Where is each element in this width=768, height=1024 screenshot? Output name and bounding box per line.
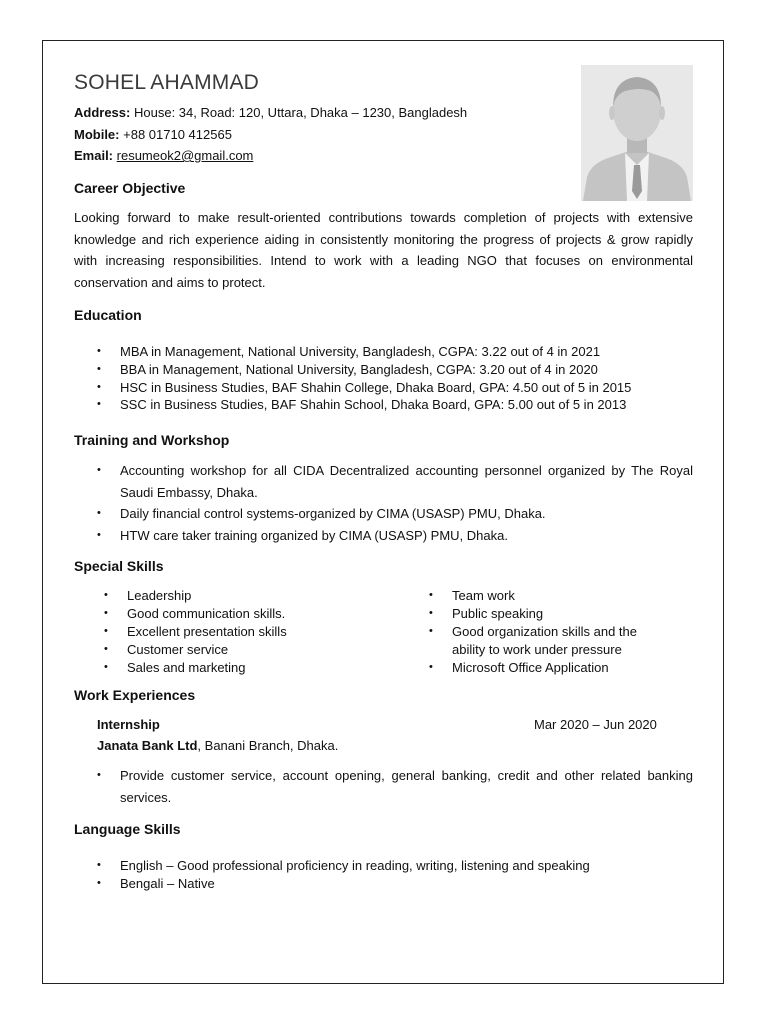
- language-skills-heading: Language Skills: [74, 821, 181, 837]
- mobile-label: Mobile:: [74, 127, 120, 142]
- skill-item: • Customer service: [74, 641, 394, 659]
- training-heading: Training and Workshop: [74, 432, 230, 448]
- skill-item: • Good organization skills and the ability to work under pressure: [427, 623, 667, 659]
- skill-item: • Microsoft Office Application: [427, 659, 667, 677]
- skill-item: • Sales and marketing: [74, 659, 394, 677]
- address-value: House: 34, Road: 120, Uttara, Dhaka – 1230, Bangladesh: [133, 105, 468, 120]
- email-label: Email:: [74, 148, 114, 163]
- work-duties-list: [74, 765, 693, 808]
- skill-item: • Public speaking: [427, 605, 667, 623]
- skill-item: • Leadership: [74, 587, 394, 605]
- skills-list-right: [427, 587, 667, 677]
- training-list: [74, 460, 693, 546]
- resume-page: [42, 40, 724, 984]
- mobile-value: +88 01710 412565: [123, 127, 232, 142]
- work-dates: Mar 2020 – Jun 2020: [534, 717, 657, 732]
- mobile-line: [74, 127, 232, 143]
- language-item: • Bengali – Native: [74, 875, 693, 893]
- skill-item: • Team work: [427, 587, 667, 605]
- special-skills-heading: Special Skills: [74, 558, 164, 574]
- work-duty-item: • Provide customer service, account opening, general banking, credit and other related banking services.: [74, 765, 693, 808]
- work-branch: , Banani Branch, Dhaka.: [197, 738, 339, 753]
- education-item: • MBA in Management, National University, Bangladesh, CGPA: 3.22 out of 4 in 2021: [74, 343, 693, 361]
- work-role: Internship: [97, 717, 160, 732]
- address-line: [74, 105, 467, 121]
- training-item: • Daily financial control systems-organized by CIMA (USASP) PMU, Dhaka.: [74, 503, 693, 525]
- skill-item: • Good communication skills.: [74, 605, 394, 623]
- career-objective-heading: Career Objective: [74, 180, 186, 196]
- training-item: • Accounting workshop for all CIDA Decentralized accounting personnel organized by The Royal Saudi Embassy, Dhaka.: [74, 460, 693, 503]
- language-list: [74, 857, 693, 893]
- email-link[interactable]: resumeok2@gmail.com: [116, 148, 254, 163]
- email-line: [74, 148, 253, 164]
- work-company: Janata Bank Ltd: [97, 738, 198, 753]
- person-silhouette-icon: [581, 65, 693, 201]
- education-list: [74, 343, 693, 414]
- education-item: • SSC in Business Studies, BAF Shahin School, Dhaka Board, GPA: 5.00 out of 5 in 2013: [74, 396, 693, 414]
- language-item: • English – Good professional proficiency in reading, writing, listening and speaking: [74, 857, 693, 875]
- address-label: Address:: [74, 105, 131, 120]
- skill-item: • Excellent presentation skills: [74, 623, 394, 641]
- candidate-name: SOHEL AHAMMAD: [74, 71, 260, 94]
- profile-photo-placeholder: [581, 65, 693, 201]
- skills-list-left: [74, 587, 394, 677]
- work-company-line: [97, 738, 338, 754]
- education-item: • HSC in Business Studies, BAF Shahin College, Dhaka Board, GPA: 4.50 out of 5 in 2015: [74, 379, 693, 397]
- education-item: • BBA in Management, National University, Bangladesh, CGPA: 3.20 out of 4 in 2020: [74, 361, 693, 379]
- career-objective-text: Looking forward to make result-oriented contributions towards completion of projects with extensive knowledge and rich experience aiding in consistently monitoring the progress of projects & grow rapidly with increasing responsibilities. Intend to work with a leading NGO that focuses on environmental conservation and aims to protect.: [74, 210, 693, 291]
- training-item: • HTW care taker training organized by CIMA (USASP) PMU, Dhaka.: [74, 525, 693, 547]
- education-heading: Education: [74, 307, 142, 323]
- work-experiences-heading: Work Experiences: [74, 687, 196, 703]
